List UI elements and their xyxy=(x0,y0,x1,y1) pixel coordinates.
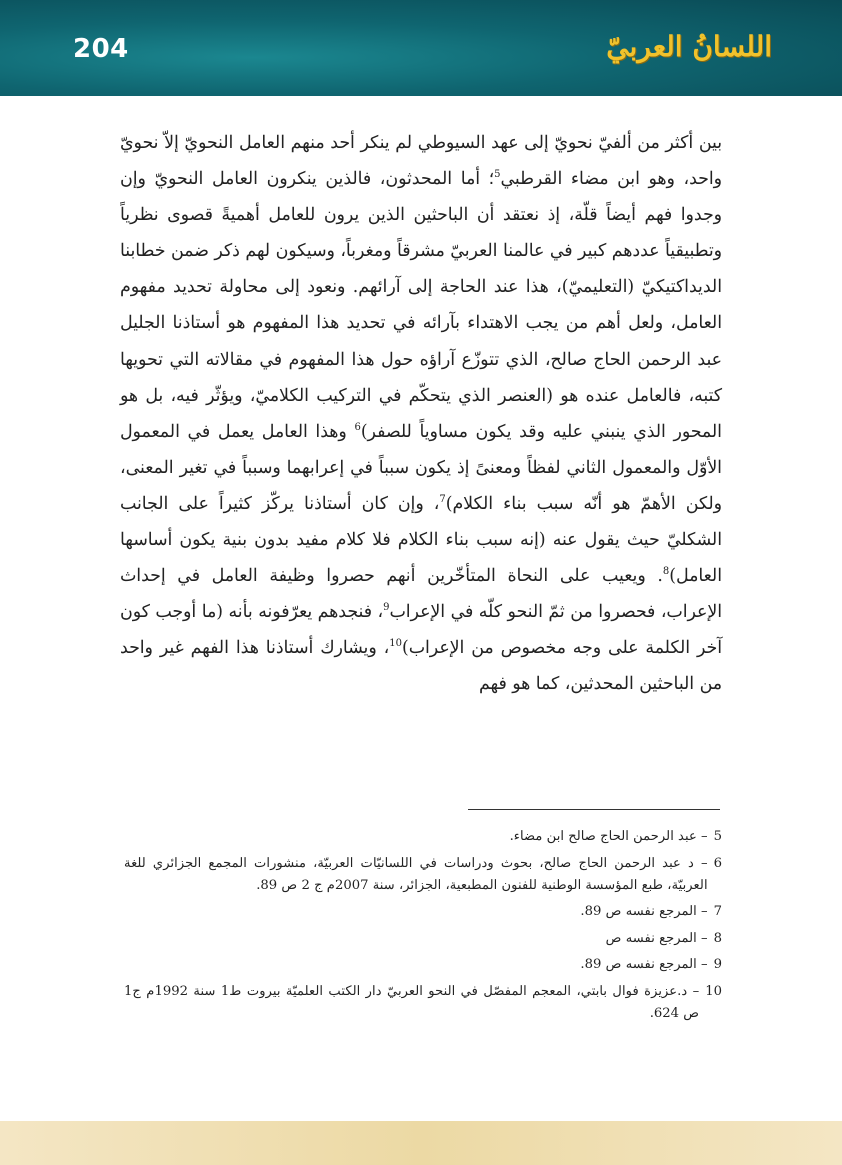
footnote-number: 5 xyxy=(713,829,722,844)
footnote-item xyxy=(124,981,722,1025)
body-text-segment: ؛ أما المحدثون، فالذين ينكرون العامل النحويّ وإن وجدوا فهم أيضاً قلّة، إذ نعتقد أن الباحثين الذين يرون للعامل أهميةً قصوى نظرياً وتطبيقياً عددهم كبير في عالمنا العربيّ مشرقاً ومغرباً، وسيكون لهم ذكر ضمن خطابنا الديداكتيكيّ (التعليميّ)، هذا عند الحاجة إلى آرائهم. ونعود إلى محاولة تحديد مفهوم العامل، ولعل أهم من يجب الاهتداء بآرائه في تحديد هذا المفهوم هو أستاذنا الجليل عبد الرحمن الحاج صالح، الذي تتوزّع آراؤه حول هذا المفهوم في مقالاته التي تحويها كتبه، فالعامل عنده هو (العنصر الذي يتحكّم في التركيب الكلاميّ، ويؤثّر فيه، بل هو المحور الذي ينبني عليه وقد يكون مساوياً للصفر) xyxy=(120,169,722,442)
main-body-text xyxy=(120,125,722,703)
footnote-item xyxy=(124,826,722,848)
body-text-segment: ، فنجدهم يعرّفونه بأنه (ما أوجب كون آخر الكلمة على وجه مخصوص من الإعراب) xyxy=(120,602,722,659)
footnote-reference[interactable]: 6 xyxy=(354,421,361,433)
footnote-text: – المرجع نفسه ص 89. xyxy=(580,904,708,919)
footnotes-section xyxy=(124,826,722,1029)
footnote-reference[interactable]: 9 xyxy=(383,602,390,614)
footnote-reference[interactable]: 10 xyxy=(389,638,402,650)
footnote-text: – المرجع نفسه ص 89. xyxy=(580,957,708,972)
footnote-item xyxy=(124,853,722,897)
footnote-number: 8 xyxy=(713,930,722,946)
footnote-text: – د.عزيزة فوال بابتي، المعجم المفصّل في النحو العربيّ دار الكتب العلميّة بيروت ط1 سنة 1992م ج1 ص 624. xyxy=(124,983,700,1021)
footnote-text: – عبد الرحمن الحاج صالح ابن مضاء. xyxy=(509,829,708,844)
footnote-item xyxy=(124,901,722,923)
footnote-reference[interactable]: 8 xyxy=(662,566,670,578)
page-header xyxy=(0,0,842,96)
footnote-item xyxy=(124,928,722,950)
body-text-segment: وهذا العامل يعمل في المعمول الأوّل والمعمول الثاني لفظاً ومعنىً إذ يكون سبباً في إعرابهما وسبباً في تغير المعنى، ولكن الأهمّ هو أنّه سبب بناء الكلام) xyxy=(120,421,722,514)
footnote-number: 9 xyxy=(713,957,722,972)
footnote-reference[interactable]: 7 xyxy=(439,494,446,506)
page-number: 204 xyxy=(73,34,129,64)
footnote-reference[interactable]: 5 xyxy=(494,169,501,181)
journal-logo-text: اللسانُ العربيّ xyxy=(606,30,772,63)
footnote-item xyxy=(124,954,722,976)
body-text-segment: بين أكثر من ألفيّ نحويّ إلى عهد السيوطي لم ينكر أحد منهم العامل النحويّ إلاّ نحويّ واحد، وهو ابن مضاء القرطبي xyxy=(120,133,722,190)
journal-logo xyxy=(606,30,772,63)
footnote-text: – المرجع نفسه ص xyxy=(605,930,708,946)
footnote-text: – د عبد الرحمن الحاج صالح، بحوث ودراسات في اللسانيّات العربيّة، منشورات المجمع الجزائري للغة العربيّة، طبع المؤسسة الوطنية للفنون المطبعية، الجزائر، سنة 2007م ج 2 ص 89. xyxy=(124,855,708,893)
body-text-segment: ، وإن كان أستاذنا يركّز كثيراً على الجانب الشكليّ حيث يقول عنه (إنه سبب بناء الكلام فلا كلام مفيد بدون بنية يكون أساسها العامل) xyxy=(120,493,722,587)
page-footer-band xyxy=(0,1121,842,1165)
footnote-divider xyxy=(468,809,720,810)
footnote-number: 7 xyxy=(713,904,722,919)
body-text-segment: . ويعيب على النحاة المتأخّرين أنهم حصروا وظيفة العامل في إحداث الإعراب، فحصروا من ثمّ النحو كلّه في الإعراب xyxy=(120,566,722,623)
body-text-segment: ، ويشارك أستاذنا هذا الفهم غير واحد من الباحثين المحدثين، كما هو فهم xyxy=(120,638,722,695)
body-paragraph xyxy=(120,125,722,703)
footnote-number: 6 xyxy=(713,855,722,871)
footnote-number: 10 xyxy=(705,983,722,999)
